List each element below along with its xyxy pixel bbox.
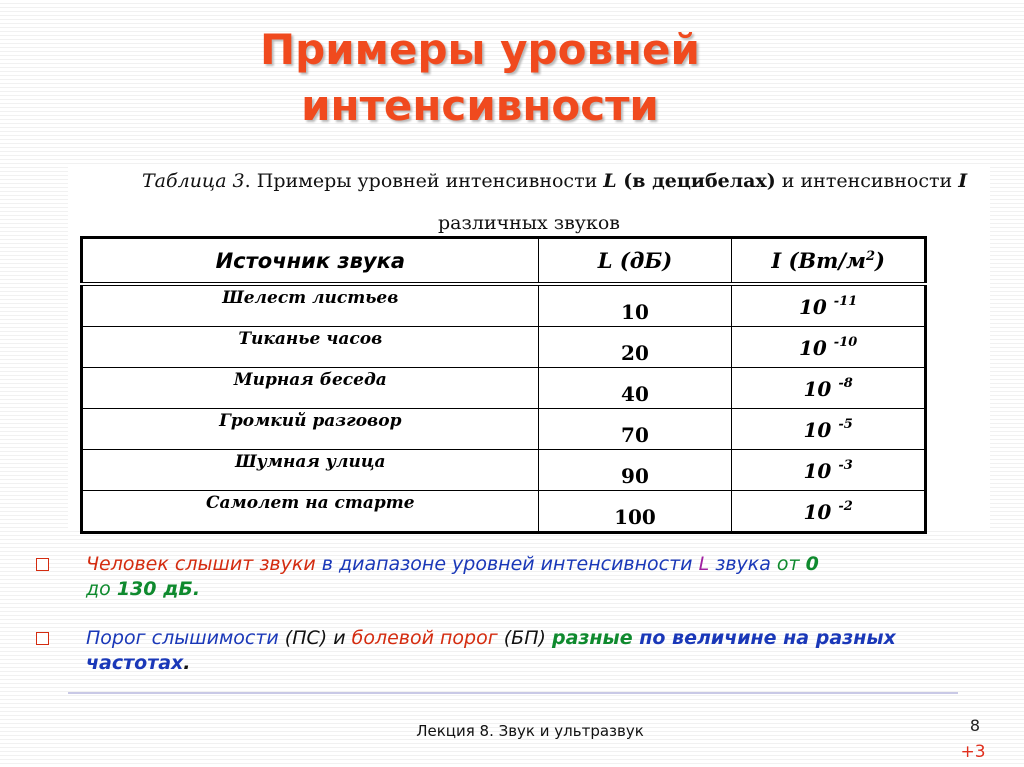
header-level: L (дБ) [538,238,732,285]
bullet2-part: (ПС) и [278,627,352,649]
slide-title-line2: интенсивности [301,81,659,130]
cell-intensity [732,368,926,409]
bullet2-part: болевой порог [351,627,498,649]
slide-title-line1: Примеры уровней [260,25,700,74]
bullet1-part: от [770,553,806,575]
cell-intensity-base: 10 [803,458,832,483]
bullet1-part: Человек слышит звуки [86,553,316,575]
cell-intensity-exp: -8 [838,375,853,391]
caption-label: Таблица 3 [142,170,245,192]
cell-source: Тиканье часов [82,327,539,368]
cell-source: Мирная беседа [82,368,539,409]
bullet1-part: 0 [805,553,819,575]
cell-intensity-base: 10 [803,376,832,401]
hollow-square-icon [36,632,49,645]
bullet2-part: разные [551,627,633,649]
bullet1-part: 130 дБ [116,578,193,600]
footer-divider [68,692,958,694]
footer-lecture: Лекция 8. Звук и ультразвук [416,722,644,740]
cell-intensity-base: 10 [798,335,827,360]
header-intensity [732,238,926,285]
cell-level: 70 [538,409,732,450]
cell-intensity [732,491,926,533]
bullet-item [36,552,976,602]
cell-intensity [732,450,926,491]
header-intensity-base: I (Вт/м [771,248,866,273]
cell-intensity-exp: -2 [838,498,853,514]
bullet1-part: до [86,578,117,600]
page-number: 8 [969,716,981,735]
caption-text-b: и интенсивности [775,170,959,192]
cell-intensity-base: 10 [798,294,827,319]
cell-level: 90 [538,450,732,491]
bullet2-part: по величине на разных частотах [86,627,896,674]
header-source: Источник звука [82,238,539,285]
count-badge: +3 [960,742,986,762]
cell-intensity [732,327,926,368]
table-caption [68,160,990,244]
caption-line1 [68,160,990,202]
bullet1-part: . [192,578,201,600]
bullet2-part: . [183,652,191,674]
bullet-list [36,552,976,700]
sound-levels-table [80,236,927,534]
bullet1-part: L [698,553,710,575]
caption-symbol-l: L [603,170,617,192]
cell-level: 10 [538,284,732,327]
caption-line2: различных звуков [438,212,620,234]
cell-intensity-exp: -3 [838,457,853,473]
cell-source: Шумная улица [82,450,539,491]
table-header-row [82,238,926,285]
cell-intensity [732,409,926,450]
cell-intensity-base: 10 [803,417,832,442]
bullet-item [36,626,976,676]
cell-source: Самолет на старте [82,491,539,533]
cell-intensity-exp: -11 [833,293,858,309]
cell-intensity-exp: -10 [833,334,858,350]
cell-intensity [732,284,926,327]
table-row [82,409,926,450]
hollow-square-icon [36,558,49,571]
caption-paren: (в децибелах) [616,170,776,192]
table-row [82,284,926,327]
cell-intensity-base: 10 [803,499,832,524]
cell-level: 40 [538,368,732,409]
caption-sep: . [244,170,257,192]
table-row [82,450,926,491]
cell-source: Громкий разговор [82,409,539,450]
bullet2-part: Порог слышимости [86,627,279,649]
caption-text-a: Примеры уровней интенсивности [256,170,604,192]
cell-level: 20 [538,327,732,368]
cell-level: 100 [538,491,732,533]
table-row [82,491,926,533]
header-intensity-exp: 2 [866,249,876,264]
table-row [82,327,926,368]
bullet2-part: (БП) [497,627,552,649]
caption-symbol-i: I [958,170,968,192]
table-row [82,368,926,409]
slide-title [180,22,780,134]
bullet1-part: звука [709,553,771,575]
header-intensity-close: ) [875,248,885,273]
bullet1-part: в диапазоне уровней интенсивности [315,553,699,575]
cell-source: Шелест листьев [82,284,539,327]
cell-intensity-exp: -5 [838,416,853,432]
